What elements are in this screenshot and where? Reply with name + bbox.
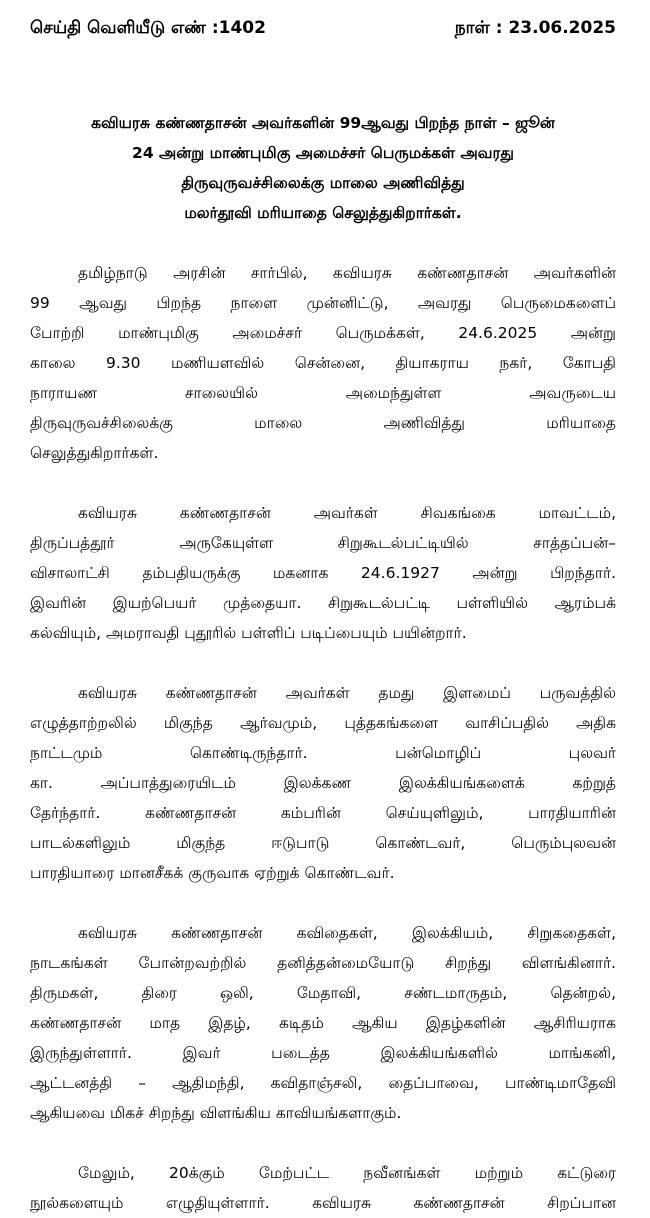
- paragraph-line: திருவுருவச்சிலைக்கு மாலை அணிவித்து மரியாதை: [30, 414, 616, 432]
- paragraph-line: நாடகங்கள் போன்றவற்றில் தனித்தன்மையோடு சிறந்து விளங்கினார்.: [30, 954, 616, 972]
- paragraph-line: இருந்துள்ளார். இவர் படைத்த இலக்கியங்களில் மாங்கனி,: [30, 1044, 616, 1062]
- headline: [30, 108, 616, 228]
- paragraph-line: கண்ணதாசன் மாத இதழ், கடிதம் ஆகிய இதழ்களின் ஆசிரியராக: [30, 1014, 616, 1032]
- headline-line: திருவுருவச்சிலைக்கு மாலை அணிவித்து: [181, 174, 465, 192]
- paragraph-line: 99 ஆவது பிறந்த நாளை முன்னிட்டு, அவரது பெருமைகளைப்: [30, 294, 616, 312]
- paragraph-line: கவியரசு கண்ணதாசன் கவிதைகள், இலக்கியம், சிறுகதைகள்,: [78, 924, 616, 942]
- paragraph-line: எழுத்தாற்றலில் மிகுந்த ஆர்வமும், புத்தகங்களை வாசிப்பதில் அதிக: [30, 714, 616, 732]
- paragraph-line: கவியரசு கண்ணதாசன் அவர்கள் சிவகங்கை மாவட்டம்,: [78, 504, 616, 522]
- paragraph-line: போற்றி மாண்புமிகு அமைச்சர் பெருமக்கள், 24.6.2025 அன்று: [30, 324, 616, 342]
- paragraph-line: கவியரசு கண்ணதாசன் அவர்கள் தமது இளமைப் பருவத்தில்: [78, 684, 616, 702]
- release-date: நாள் : 23.06.2025: [454, 18, 616, 38]
- paragraph-line: தமிழ்நாடு அரசின் சார்பில், கவியரசு கண்ணதாசன் அவர்களின்: [78, 264, 616, 282]
- headline-line: 24 அன்று மாண்புமிகு அமைச்சர் பெருமக்கள் அவரது: [132, 144, 514, 162]
- release-number: செய்தி வெளியீடு எண் :1402: [30, 18, 266, 38]
- paragraph-line: மேலும், 20க்கும் மேற்பட்ட நவீனங்கள் மற்றும் கட்டுரை: [78, 1164, 616, 1182]
- paragraph-line: தேர்ந்தார். கண்ணதாசன் கம்பரின் செய்யுளிலும், பாரதியாரின்: [30, 804, 616, 822]
- paragraph-line: கா. அப்பாத்துரையிடம் இலக்கண இலக்கியங்களைக் கற்றுத்: [30, 774, 616, 792]
- paragraph-line: ஆகியவை மிகச் சிறந்து விளங்கிய காவியங்களாகும்.: [30, 1104, 402, 1122]
- paragraph-line: திருப்பத்தூர் அருகேயுள்ள சிறுகூடல்பட்டியில் சாத்தப்பன்–: [30, 534, 616, 552]
- paragraph-5: [30, 1158, 616, 1218]
- paragraph-line: பாடல்களிலும் மிகுந்த ஈடுபாடு கொண்டவர், பெரும்புலவன்: [30, 834, 616, 852]
- paragraph-line: நூல்களையும் எழுதியுள்ளார். கவியரசு கண்ணதாசன் சிறப்பான: [30, 1194, 616, 1212]
- paragraph-4: [30, 918, 616, 1128]
- paragraph-line: ஆட்டனத்தி – ஆதிமந்தி, கவிதாஞ்சலி, தைப்பாவை, பாண்டிமாதேவி: [30, 1074, 616, 1092]
- paragraph-line: செலுத்துகிறார்கள்.: [30, 444, 159, 462]
- paragraph-3: [30, 678, 616, 888]
- paragraph-line: இவரின் இயற்பெயர் முத்தையா. சிறுகூடல்பட்டி பள்ளியில் ஆரம்பக்: [30, 594, 616, 612]
- headline-line: கவியரசு கண்ணதாசன் அவர்களின் 99ஆவது பிறந்த நாள் – ஜூன்: [91, 114, 555, 132]
- paragraph-line: காலை 9.30 மணியளவில் சென்னை, தியாகராய நகர், கோபதி: [30, 354, 616, 372]
- paragraph-line: திருமகள், திரை ஒலி, மேதாவி, சண்டமாருதம், தென்றல்,: [30, 984, 616, 1002]
- paragraph-line: நாட்டமும் கொண்டிருந்தார். பன்மொழிப் புலவர்: [30, 744, 616, 762]
- paragraph-2: [30, 498, 616, 648]
- paragraph-line: விசாலாட்சி தம்பதியருக்கு மகனாக 24.6.1927 அன்று பிறந்தார்.: [30, 564, 616, 582]
- headline-line: மலர்தூவி மரியாதை செலுத்துகிறார்கள்.: [184, 204, 462, 222]
- header: [30, 0, 616, 40]
- paragraph-1: [30, 258, 616, 468]
- paragraph-line: நாராயண சாலையில் அமைந்துள்ள அவருடைய: [30, 384, 616, 402]
- paragraph-line: கல்வியும், அமராவதி புதூரில் பள்ளிப் படிப்பையும் பயின்றார்.: [30, 624, 467, 642]
- paragraph-line: பாரதியாரை மானசீகக் குருவாக ஏற்றுக் கொண்டவர்.: [30, 864, 395, 882]
